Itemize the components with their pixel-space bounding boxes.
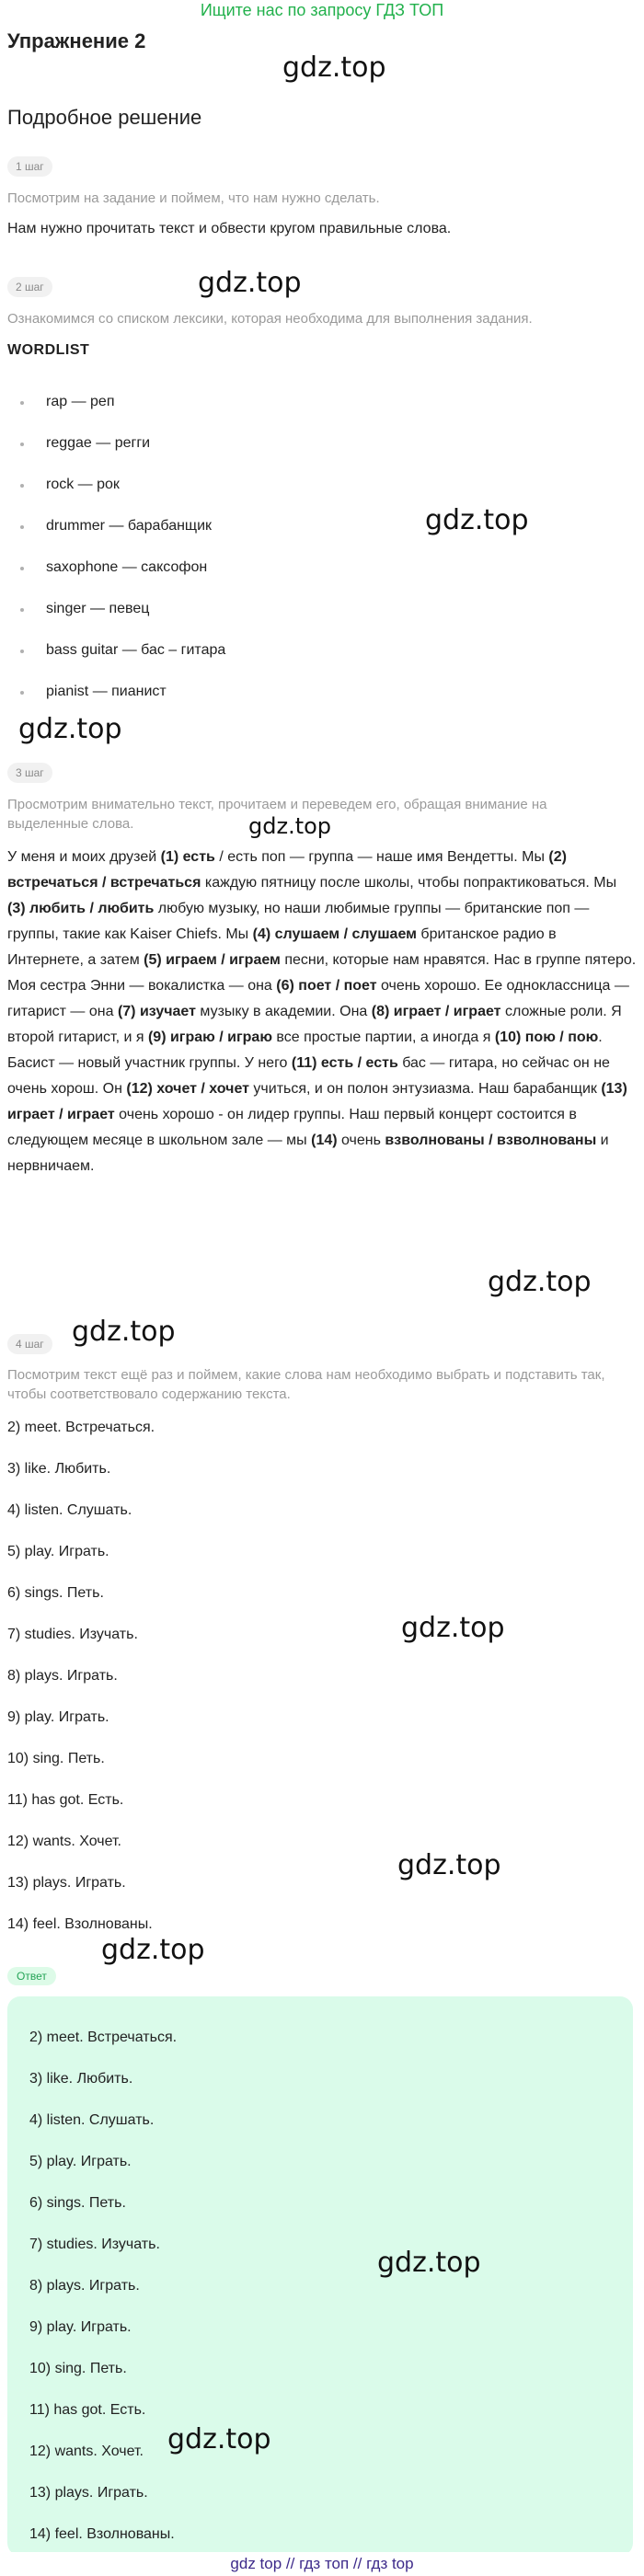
watermark: gdz.top bbox=[248, 813, 332, 839]
answer-line: 10) sing. Петь. bbox=[29, 2361, 127, 2376]
highlighted-answer: (11) есть / есть bbox=[291, 1055, 398, 1071]
watermark: gdz.top bbox=[72, 1316, 176, 1348]
step-4-line: 5) play. Играть. bbox=[7, 1544, 109, 1559]
answer-line: 13) plays. Играть. bbox=[29, 2485, 148, 2501]
step-4-line: 2) meet. Встречаться. bbox=[7, 1420, 155, 1435]
text-segment: песни, которые нам нравятся. Нас в группе пятеро. Моя сестра Энни — вокалистка — она bbox=[7, 952, 637, 994]
highlighted-answer: (14) bbox=[311, 1133, 338, 1148]
text-segment: / есть поп — группа — наше имя Вендетты. Мы bbox=[214, 849, 549, 865]
step-4-line: 12) wants. Хочет. bbox=[7, 1834, 121, 1849]
step-4-line: 8) plays. Играть. bbox=[7, 1668, 118, 1684]
text-segment: британское радио в Интернете, а затем bbox=[7, 926, 557, 968]
text-segment: очень bbox=[337, 1133, 385, 1148]
bullet-dot bbox=[20, 608, 24, 612]
highlighted-answer: взволнованы / взволнованы bbox=[385, 1133, 597, 1148]
step-2-note: Ознакомимся со списком лексики, которая необходима для выполнения задания. bbox=[7, 311, 533, 327]
wordlist-item: reggae — регги bbox=[46, 435, 151, 451]
watermark: gdz.top bbox=[282, 52, 386, 84]
text-segment: бас — гитара, но сейчас он не очень хорош. Он bbox=[7, 1055, 610, 1097]
watermark: gdz.top bbox=[198, 267, 302, 299]
answer-line: 6) sings. Петь. bbox=[29, 2195, 126, 2211]
text-segment: и нервничаем. bbox=[7, 1133, 609, 1174]
step-4-line: 3) like. Любить. bbox=[7, 1461, 111, 1477]
wordlist-item: singer — певец bbox=[46, 601, 150, 616]
answer-line: 2) meet. Встречаться. bbox=[29, 2030, 178, 2045]
wordlist-title: WORDLIST bbox=[7, 342, 90, 358]
text-segment: очень хорошо. Ее одноклассница — гитарист — она bbox=[7, 978, 629, 1019]
bullet-dot bbox=[20, 484, 24, 488]
answer-line: 5) play. Играть. bbox=[29, 2154, 132, 2169]
watermark: gdz.top bbox=[101, 1934, 205, 1966]
highlighted-answer: (12) хочет / хочет bbox=[126, 1081, 249, 1097]
text-segment: учиться, и он полон энтузиазма. Наш барабанщик bbox=[248, 1081, 602, 1097]
step-3-text bbox=[7, 845, 637, 1179]
wordlist-item: pianist — пианист bbox=[46, 684, 167, 699]
bullet-dot bbox=[20, 691, 24, 695]
highlighted-answer: (10) пою / пою bbox=[494, 1029, 599, 1045]
step-1-badge: 1 шаг bbox=[7, 156, 52, 177]
text-segment: музыку в академии. Она bbox=[195, 1004, 372, 1019]
highlighted-answer: (8) играет / играет bbox=[371, 1004, 501, 1019]
wordlist-item: rap — реп bbox=[46, 394, 115, 409]
highlighted-answer: (7) изучает bbox=[117, 1004, 196, 1019]
answer-line: 14) feel. Взолнованы. bbox=[29, 2526, 175, 2542]
bullet-dot bbox=[20, 567, 24, 570]
step-2-badge: 2 шаг bbox=[7, 277, 52, 297]
step-3-badge: 3 шаг bbox=[7, 763, 52, 783]
step-4-line: 7) studies. Изучать. bbox=[7, 1627, 138, 1642]
highlighted-answer: (3) любить / любить bbox=[7, 901, 155, 916]
watermark: gdz.top bbox=[401, 1612, 505, 1644]
watermark: gdz.top bbox=[377, 2247, 481, 2279]
footer-links[interactable]: gdz top // гдз топ // гдз top bbox=[0, 2552, 644, 2576]
wordlist-item: rock — рок bbox=[46, 477, 120, 492]
wordlist-item: bass guitar — бас – гитара bbox=[46, 642, 226, 658]
answer-line: 9) play. Играть. bbox=[29, 2319, 132, 2335]
highlighted-answer: (2) встречаться / встречаться bbox=[7, 849, 567, 891]
highlighted-answer: (13) играет / играет bbox=[7, 1081, 627, 1122]
text-segment: сложные роли. Я второй гитарист, и я bbox=[7, 1004, 622, 1045]
page-title: Упражнение 2 bbox=[7, 29, 146, 52]
answer-box bbox=[7, 1996, 633, 2556]
bullet-dot bbox=[20, 525, 24, 529]
solution-heading: Подробное решение bbox=[7, 106, 202, 129]
wordlist-item: saxophone — саксофон bbox=[46, 559, 208, 575]
bullet-dot bbox=[20, 443, 24, 446]
bullet-dot bbox=[20, 401, 24, 405]
highlighted-answer: (1) есть bbox=[160, 849, 215, 865]
text-segment: любую музыку, но наши любимые группы — британские поп — группы, такие как Kaiser Chiefs. Мы bbox=[7, 901, 590, 942]
text-segment: каждую пятницу после школы, чтобы попрактиковаться. Мы bbox=[201, 875, 617, 891]
text-segment: все простые партии, а иногда я bbox=[271, 1029, 495, 1045]
watermark: gdz.top bbox=[397, 1849, 501, 1881]
step-4-line: 4) listen. Слушать. bbox=[7, 1502, 132, 1518]
step-4-line: 10) sing. Петь. bbox=[7, 1751, 105, 1766]
text-segment: У меня и моих друзей bbox=[7, 849, 161, 865]
watermark: gdz.top bbox=[18, 713, 122, 745]
top-search-link[interactable]: Ищите нас по запросу ГДЗ ТОП bbox=[200, 1, 444, 19]
step-4-line: 13) plays. Играть. bbox=[7, 1875, 126, 1891]
answer-badge: Ответ bbox=[7, 1967, 56, 1985]
highlighted-answer: (9) играю / играю bbox=[147, 1029, 272, 1045]
text-segment: . Басист — новый участник группы. У него bbox=[7, 1029, 603, 1071]
step-4-badge: 4 шаг bbox=[7, 1334, 52, 1354]
step-1-text: Нам нужно прочитать текст и обвести кругом правильные слова. bbox=[7, 221, 452, 236]
answer-line: 7) studies. Изучать. bbox=[29, 2237, 160, 2252]
answer-line: 4) listen. Слушать. bbox=[29, 2112, 155, 2128]
highlighted-answer: (6) поет / поет bbox=[276, 978, 377, 994]
answer-line: 12) wants. Хочет. bbox=[29, 2444, 144, 2459]
highlighted-answer: (5) играем / играем bbox=[144, 952, 281, 968]
step-4-line: 9) play. Играть. bbox=[7, 1709, 109, 1725]
bullet-dot bbox=[20, 650, 24, 653]
text-segment: очень хорошо - он лидер группы. Наш первый концерт состоится в следующем месяце в школьном зале — мы bbox=[7, 1107, 577, 1148]
wordlist-item: drummer — барабанщик bbox=[46, 518, 213, 534]
step-4-line: 11) has got. Есть. bbox=[7, 1792, 124, 1808]
watermark: gdz.top bbox=[167, 2423, 271, 2455]
step-4-note: Посмотрим текст ещё раз и поймем, какие слова нам необходимо выбрать и подставить так, чтобы соответствовало содержанию текста. bbox=[7, 1367, 605, 1402]
step-3-note: Просмотрим внимательно текст, прочитаем и переведем его, обращая внимание на выделенные слова. bbox=[7, 797, 547, 832]
step-4-line: 14) feel. Взолнованы. bbox=[7, 1916, 153, 1932]
watermark: gdz.top bbox=[425, 504, 529, 536]
answer-line: 11) has got. Есть. bbox=[29, 2402, 146, 2418]
step-1-note: Посмотрим на задание и поймем, что нам нужно сделать. bbox=[7, 190, 380, 206]
answer-line: 3) like. Любить. bbox=[29, 2071, 133, 2087]
step-4-line: 6) sings. Петь. bbox=[7, 1585, 104, 1601]
answer-line: 8) plays. Играть. bbox=[29, 2278, 140, 2294]
watermark: gdz.top bbox=[488, 1266, 592, 1298]
highlighted-answer: (4) слушаем / слушаем bbox=[252, 926, 417, 942]
